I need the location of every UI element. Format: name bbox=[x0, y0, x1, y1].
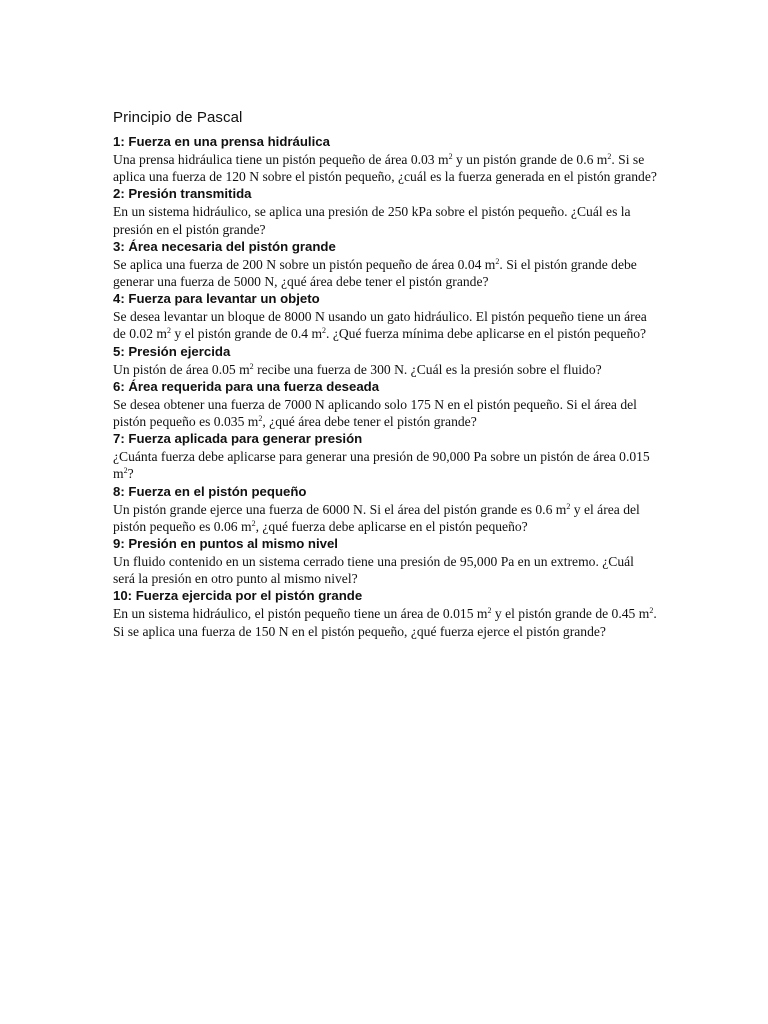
problem-4 bbox=[113, 290, 658, 342]
superscript-exponent: 2 bbox=[322, 326, 327, 336]
superscript-exponent: 2 bbox=[566, 501, 571, 511]
superscript-exponent: 2 bbox=[448, 152, 453, 161]
problem-heading: 7: Fuerza aplicada para generar presión bbox=[113, 431, 363, 447]
superscript-exponent: 2 bbox=[487, 606, 492, 616]
problem-heading: 8: Fuerza en el pistón pequeño bbox=[113, 483, 307, 499]
problem-10 bbox=[113, 587, 658, 639]
statement-text: . Si se aplica una fuerza de 120 N sobre el pistón pequeño, ¿cuál es la fuerza generada en el pistón grande? bbox=[113, 152, 657, 185]
statement-text: En un sistema hidráulico, el pistón pequeño tiene un área de 0.015 m bbox=[113, 606, 488, 622]
problem-statement bbox=[113, 501, 658, 535]
problem-heading: 1: Fuerza en una prensa hidráulica bbox=[113, 134, 330, 149]
problem-heading: 2: Presión transmitida bbox=[113, 186, 252, 202]
problem-7 bbox=[113, 430, 658, 482]
statement-text: Se desea levantar un bloque de 8000 N usando un gato hidráulico. El pistón pequeño tiene un área de 0.02 m bbox=[113, 309, 647, 342]
statement-text: . ¿Qué fuerza mínima debe aplicarse en el pistón pequeño? bbox=[326, 326, 647, 342]
statement-text: . Si el pistón grande debe generar una fuerza de 5000 N, ¿qué área debe tener el pistón grande? bbox=[113, 256, 637, 290]
problem-statement bbox=[113, 151, 658, 185]
statement-text: Un fluido contenido en un sistema cerrado tiene una presión de 95,000 Pa en un extremo. ¿Cuál será la presión en otro punto al mismo nivel? bbox=[113, 554, 634, 587]
statement-text: y un pistón grande de 0.6 m bbox=[452, 152, 608, 167]
statement-text: y el pistón grande de 0.45 m bbox=[491, 606, 650, 622]
statement-text: y el pistón grande de 0.4 m bbox=[171, 326, 323, 342]
problem-statement bbox=[113, 361, 658, 378]
problem-statement bbox=[113, 396, 658, 430]
statement-text: Se aplica una fuerza de 200 N sobre un pistón pequeño de área 0.04 m bbox=[113, 256, 496, 272]
problem-6 bbox=[113, 378, 658, 430]
statement-text: En un sistema hidráulico, se aplica una presión de 250 kPa sobre el pistón pequeño. ¿Cuál es la presión en el pistón grande? bbox=[113, 204, 631, 237]
problem-heading: 4: Fuerza para levantar un objeto bbox=[113, 291, 320, 307]
superscript-exponent: 2 bbox=[607, 152, 612, 161]
statement-text: , ¿qué área debe tener el pistón grande? bbox=[262, 414, 477, 430]
problem-heading: 10: Fuerza ejercida por el pistón grande bbox=[113, 588, 363, 604]
statement-text: recibe una fuerza de 300 N. ¿Cuál es la presión sobre el fluido? bbox=[253, 361, 602, 377]
problem-1 bbox=[113, 133, 658, 185]
statement-text: Se desea obtener una fuerza de 7000 N aplicando solo 175 N en el pistón pequeño. Si el área del pistón pequeño es 0.035 m bbox=[113, 396, 637, 430]
superscript-exponent: 2 bbox=[258, 414, 263, 424]
problem-heading: 5: Presión ejercida bbox=[113, 343, 231, 359]
problem-statement bbox=[113, 203, 658, 237]
statement-text: , ¿qué fuerza debe aplicarse en el pistón pequeño? bbox=[255, 518, 528, 534]
problem-heading: 3: Área necesaria del pistón grande bbox=[113, 238, 336, 254]
statement-text: ? bbox=[127, 466, 134, 482]
problem-3 bbox=[113, 238, 658, 290]
problem-2 bbox=[113, 185, 658, 237]
problem-statement bbox=[113, 308, 658, 342]
problem-8 bbox=[113, 483, 658, 535]
statement-text: Una prensa hidráulica tiene un pistón pequeño de área 0.03 m bbox=[113, 152, 449, 167]
problem-heading: 6: Área requerida para una fuerza deseada bbox=[113, 378, 380, 394]
statement-text: ¿Cuánta fuerza debe aplicarse para generar una presión de 90,000 Pa sobre un pistón de área 0.015 m bbox=[113, 449, 650, 482]
superscript-exponent: 2 bbox=[649, 606, 654, 616]
superscript-exponent: 2 bbox=[167, 326, 171, 336]
statement-text: Un pistón grande ejerce una fuerza de 6000 N. Si el área del pistón grande es 0.6 m bbox=[113, 501, 567, 517]
problem-statement bbox=[113, 553, 658, 587]
problem-heading: 9: Presión en puntos al mismo nivel bbox=[113, 536, 338, 552]
problem-list bbox=[113, 133, 658, 640]
problem-5 bbox=[113, 343, 658, 378]
problem-statement bbox=[113, 256, 658, 290]
problem-statement bbox=[113, 448, 658, 482]
superscript-exponent: 2 bbox=[249, 361, 254, 371]
problem-9 bbox=[113, 535, 658, 587]
superscript-exponent: 2 bbox=[123, 466, 128, 476]
statement-text: y el área del pistón pequeño es 0.06 m bbox=[113, 501, 640, 534]
superscript-exponent: 2 bbox=[495, 256, 500, 266]
problem-statement bbox=[113, 605, 658, 639]
document-title: Principio de Pascal bbox=[113, 109, 243, 126]
superscript-exponent: 2 bbox=[251, 518, 256, 528]
statement-text: Un pistón de área 0.05 m bbox=[113, 361, 250, 377]
statement-text: . Si se aplica una fuerza de 150 N en el pistón pequeño, ¿qué fuerza ejerce el pistón grande? bbox=[113, 606, 657, 639]
